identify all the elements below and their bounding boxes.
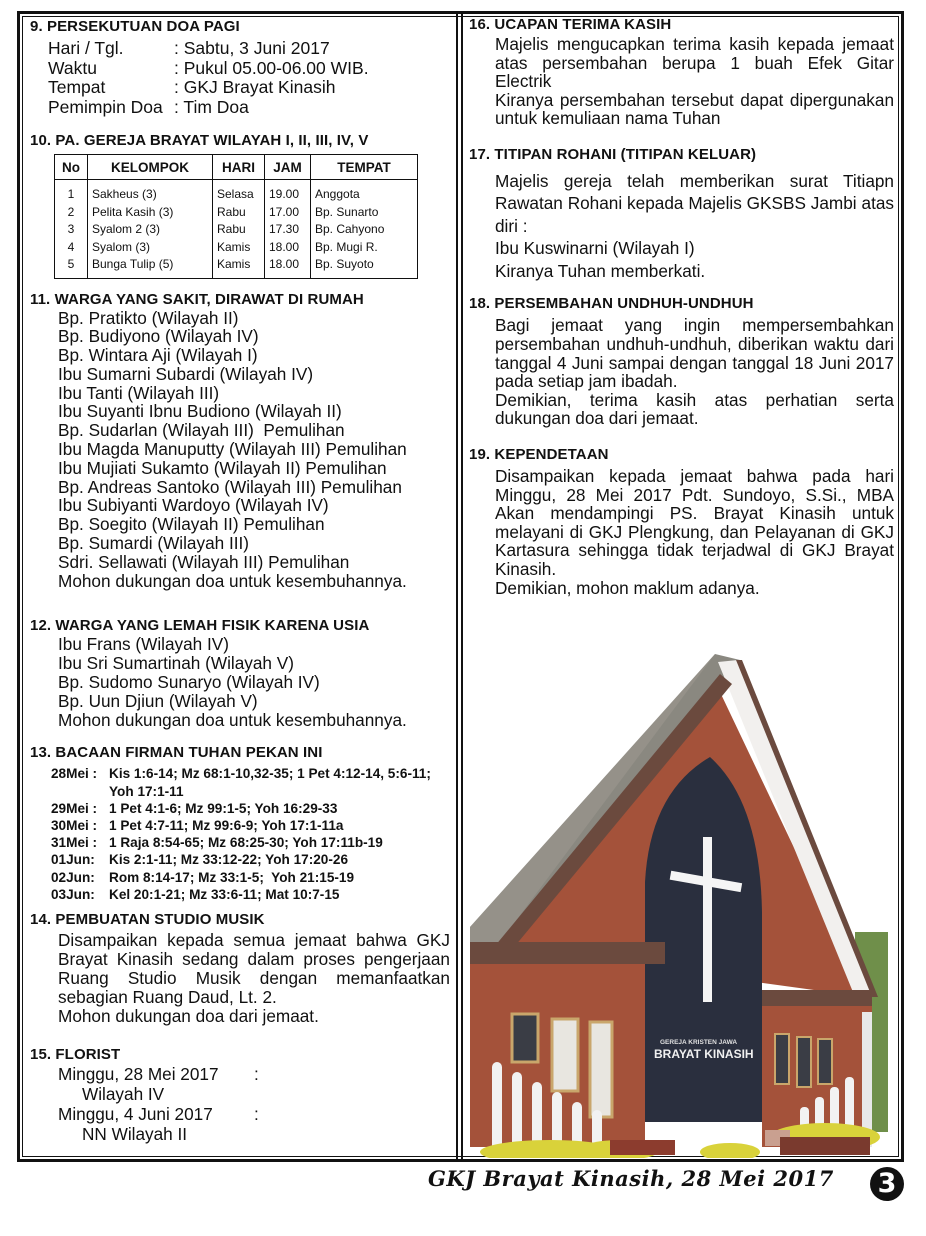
florist-date: Minggu, 28 Mei 2017 <box>58 1064 219 1085</box>
paragraph: Bagi jemaat yang ingin mempersembahkan persembahan undhuh-undhuh, diberikan waktu dari tanggal 4 Juni sampai dengan tanggal 18 Juni 2017 pada setiap jam ibadah. <box>495 315 894 392</box>
paragraph: Disampaikan kepada semua jemaat bahwa GKJ Brayat Kinasih sedang dalam proses pengerjaan Ruang Studio Musik dengan memanfaatkan sebagian Ruang Daud, Lt. 2. <box>58 930 450 1008</box>
list-item: Bp. Sudomo Sunaryo (Wilayah IV) <box>58 672 320 693</box>
list-item: Ibu Magda Manuputty (Wilayah III) Pemulihan <box>58 439 407 460</box>
cell-tempat: Bp. Mugi R. <box>311 239 418 257</box>
list-item: Bp. Budiyono (Wilayah IV) <box>58 326 259 347</box>
info-value: : GKJ Brayat Kinasih <box>174 77 336 97</box>
info-row <box>48 78 450 98</box>
florist-entry <box>58 1064 450 1084</box>
info-row <box>48 98 450 118</box>
reading-text: Kis 1:6-14; Mz 68:1-10,32-35; 1 Pet 4:12-14, 5:6-11; Yoh 17:1-11 <box>109 766 431 799</box>
cell-tempat: Anggota <box>311 180 418 204</box>
info-value: : Pukul 05.00-06.00 WIB. <box>174 57 369 78</box>
section-title: 9. PERSEKUTUAN DOA PAGI <box>30 18 240 35</box>
florist-assignee: Wilayah IV <box>82 1084 165 1105</box>
reading-date: 02Jun: <box>51 869 95 885</box>
right-column <box>469 16 894 597</box>
reading-row <box>51 834 450 851</box>
elderly-members-list <box>30 635 450 729</box>
reading-row <box>51 869 450 886</box>
section-title: 19. KEPENDETAAN <box>469 446 609 464</box>
paragraph: Demikian, mohon maklum adanya. <box>495 577 760 598</box>
cell-jam: 17.00 <box>265 204 311 222</box>
list-item: Ibu Frans (Wilayah IV) <box>58 634 229 655</box>
section-ucapan-terima-kasih <box>469 16 894 128</box>
section-title: 14. PEMBUATAN STUDIO MUSIK <box>30 911 265 929</box>
section-warga-sakit <box>30 291 450 591</box>
section-title: 18. PERSEMBAHAN UNDHUH-UNDHUH <box>469 295 754 313</box>
church-sign-line1: GEREJA KRISTEN JAWA <box>660 1039 738 1046</box>
reading-date: 28Mei : <box>51 766 98 782</box>
reading-row <box>51 817 450 834</box>
section-pa-gereja <box>30 132 450 279</box>
florist-assignee: NN Wilayah II <box>82 1124 188 1145</box>
cell-jam: 19.00 <box>265 180 311 204</box>
reading-text: Rom 8:14-17; Mz 33:1-5; Yoh 21:15-19 <box>109 869 355 885</box>
section-persekutuan-doa-pagi <box>30 18 450 117</box>
paragraph: Disampaikan kepada jemaat bahwa pada hari Minggu, 28 Mei 2017 Pdt. Sundoyo, S.Si., MBA Akan mendampingi PS. Brayat Kinasih untuk melayani di GKJ Plengkung, dan Pelayanan di GKJ Kartasura sehingga tidak terjadwal di GKJ Brayat Kinasih. <box>495 466 894 579</box>
section-title: 17. TITIPAN ROHANI (TITIPAN KELUAR) <box>469 145 757 163</box>
cell-kelompok: Syalom (3) <box>88 239 213 257</box>
list-item: Ibu Subiyanti Wardoyo (Wilayah IV) <box>58 495 329 516</box>
cell-jam: 18.00 <box>265 239 311 257</box>
section-title: 15. FLORIST <box>30 1046 121 1064</box>
paragraph: Kiranya Tuhan memberkati. <box>495 260 706 281</box>
list-item: Ibu Mujiati Sukamto (Wilayah II) Pemulihan <box>58 457 387 478</box>
cell-hari: Selasa <box>213 180 265 204</box>
list-item: Bp. Sudarlan (Wilayah III) Pemulihan <box>58 420 345 441</box>
florist-date: Minggu, 4 Juni 2017 <box>58 1104 213 1125</box>
info-row <box>48 59 450 79</box>
separator: : <box>254 1064 259 1085</box>
cell-hari: Kamis <box>213 239 265 257</box>
table-row <box>55 180 418 204</box>
reading-date: 31Mei : <box>51 835 98 851</box>
planter-box <box>610 1140 675 1155</box>
table-row <box>55 239 418 257</box>
column-header: KELOMPOK <box>88 155 213 180</box>
section-title: 12. WARGA YANG LEMAH FISIK KARENA USIA <box>30 617 370 635</box>
reading-date: 03Jun: <box>51 886 95 902</box>
list-item: Bp. Pratikto (Wilayah II) <box>58 307 239 328</box>
list-item: Sdri. Sellawati (Wilayah III) Pemulihan <box>58 551 350 572</box>
reading-row <box>51 800 450 817</box>
table-row <box>55 204 418 222</box>
cell-hari: Rabu <box>213 204 265 222</box>
table-header-row <box>55 155 418 180</box>
list-item: Ibu Suyanti Ibnu Budiono (Wilayah II) <box>58 401 342 422</box>
windows-right <box>775 1034 832 1087</box>
cell-jam: 17.30 <box>265 221 311 239</box>
paragraph: Mohon dukungan doa dari jemaat. <box>58 1006 319 1027</box>
reading-row <box>51 886 450 903</box>
list-item: Bp. Sumardi (Wilayah III) <box>58 533 250 554</box>
cell-tempat: Bp. Sunarto <box>311 204 418 222</box>
florist-entry <box>58 1104 450 1124</box>
cross-icon <box>703 837 712 1002</box>
reading-row <box>51 851 450 868</box>
reading-row <box>51 765 450 799</box>
reading-date: 30Mei : <box>51 818 98 834</box>
page-number-badge: 3 <box>870 1167 904 1201</box>
cell-kelompok: Sakheus (3) <box>88 180 213 204</box>
list-item: Ibu Tanti (Wilayah III) <box>58 382 220 403</box>
list-item: Bp. Soegito (Wilayah II) Pemulihan <box>58 514 325 535</box>
left-wing-roof <box>470 942 665 964</box>
paragraph: Majelis mengucapkan terima kasih kepada jemaat atas persembahan berupa 1 buah Efek Gitar Electrik <box>495 34 894 92</box>
section-kependetaan <box>469 446 894 597</box>
section-titipan-rohani <box>469 146 894 283</box>
prayer-request: Mohon dukungan doa untuk kesembuhannya. <box>58 709 407 730</box>
reading-text: Kel 20:1-21; Mz 33:6-11; Mat 10:7-15 <box>109 886 340 902</box>
cell-no: 5 <box>55 256 88 278</box>
column-header: JAM <box>265 155 311 180</box>
pa-schedule-table <box>54 154 418 279</box>
reading-text: 1 Pet 4:1-6; Mz 99:1-5; Yoh 16:29-33 <box>109 800 338 816</box>
church-sign-line2: BRAYAT KINASIH <box>654 1047 754 1061</box>
cell-no: 2 <box>55 204 88 222</box>
readings-list <box>30 765 450 903</box>
cell-jam: 18.00 <box>265 256 311 278</box>
info-key: Tempat <box>48 77 106 97</box>
reading-text: Kis 2:1-11; Mz 33:12-22; Yoh 17:20-26 <box>109 852 349 868</box>
list-item: Bp. Wintara Aji (Wilayah I) <box>58 345 258 366</box>
cell-kelompok: Bunga Tulip (5) <box>88 256 213 278</box>
info-value: : Sabtu, 3 Juni 2017 <box>174 38 330 58</box>
left-column <box>30 18 450 1144</box>
table-row <box>55 256 418 278</box>
section-warga-lemah-fisik <box>30 617 450 729</box>
cell-hari: Rabu <box>213 221 265 239</box>
section-title: 10. PA. GEREJA BRAYAT WILAYAH I, II, III, IV, V <box>30 132 369 149</box>
column-divider <box>456 11 458 1162</box>
footer-title: GKJ Brayat Kinasih, 28 Mei 2017 <box>428 1166 834 1191</box>
cell-tempat: Bp. Suyoto <box>311 256 418 278</box>
table-row <box>55 221 418 239</box>
church-photo <box>470 652 888 1158</box>
list-item: Ibu Sumarni Subardi (Wilayah IV) <box>58 363 314 384</box>
sick-members-list <box>30 309 450 591</box>
section-title: 13. BACAAN FIRMAN TUHAN PEKAN INI <box>30 744 323 762</box>
list-item: Bp. Uun Djiun (Wilayah V) <box>58 690 258 711</box>
paragraph: Majelis gereja telah memberikan surat Titiapn Rawatan Rohani kepada Majelis GKSBS Jambi atas diri : <box>495 170 894 236</box>
list-item: Ibu Sri Sumartinah (Wilayah V) <box>58 653 294 674</box>
info-key: Hari / Tgl. <box>48 38 124 58</box>
reading-date: 29Mei : <box>51 800 98 816</box>
cell-no: 3 <box>55 221 88 239</box>
info-key: Pemimpin Doa <box>48 96 163 117</box>
paragraph: Demikian, terima kasih atas perhatian serta dukungan doa dari jemaat. <box>495 389 894 429</box>
reading-date: 01Jun: <box>51 852 95 868</box>
member-name: Ibu Kuswinarni (Wilayah I) <box>495 238 695 259</box>
prayer-request: Mohon dukungan doa untuk kesembuhannya. <box>58 570 407 591</box>
section-florist <box>30 1046 450 1144</box>
column-header: No <box>55 155 88 180</box>
paragraph: Kiranya persembahan tersebut dapat dipergunakan untuk kemuliaan nama Tuhan <box>495 89 894 129</box>
info-value: : Tim Doa <box>174 96 249 117</box>
info-key: Waktu <box>48 57 97 78</box>
column-header: HARI <box>213 155 265 180</box>
reading-text: 1 Pet 4:7-11; Mz 99:6-9; Yoh 17:1-11a <box>109 818 344 834</box>
cell-kelompok: Pelita Kasih (3) <box>88 204 213 222</box>
florist-list <box>30 1064 450 1144</box>
list-item: Bp. Andreas Santoko (Wilayah III) Pemulihan <box>58 476 402 497</box>
section-title: 16. UCAPAN TERIMA KASIH <box>469 16 672 33</box>
column-divider <box>461 11 463 1162</box>
reading-text: 1 Raja 8:54-65; Mz 68:25-30; Yoh 17:11b-19 <box>109 835 383 851</box>
planter-box <box>780 1137 870 1155</box>
section-bacaan-firman <box>30 744 450 903</box>
section-persembahan-undhuh <box>469 295 894 428</box>
info-row <box>48 39 450 59</box>
right-wing-roof <box>762 990 872 1006</box>
cell-kelompok: Syalom 2 (3) <box>88 221 213 239</box>
separator: : <box>254 1104 259 1125</box>
cell-no: 1 <box>55 180 88 204</box>
cell-no: 4 <box>55 239 88 257</box>
column-header: TEMPAT <box>311 155 418 180</box>
section-title: 11. WARGA YANG SAKIT, DIRAWAT DI RUMAH <box>30 290 364 308</box>
cell-hari: Kamis <box>213 256 265 278</box>
section-studio-musik <box>30 911 450 1026</box>
cell-tempat: Bp. Cahyono <box>311 221 418 239</box>
